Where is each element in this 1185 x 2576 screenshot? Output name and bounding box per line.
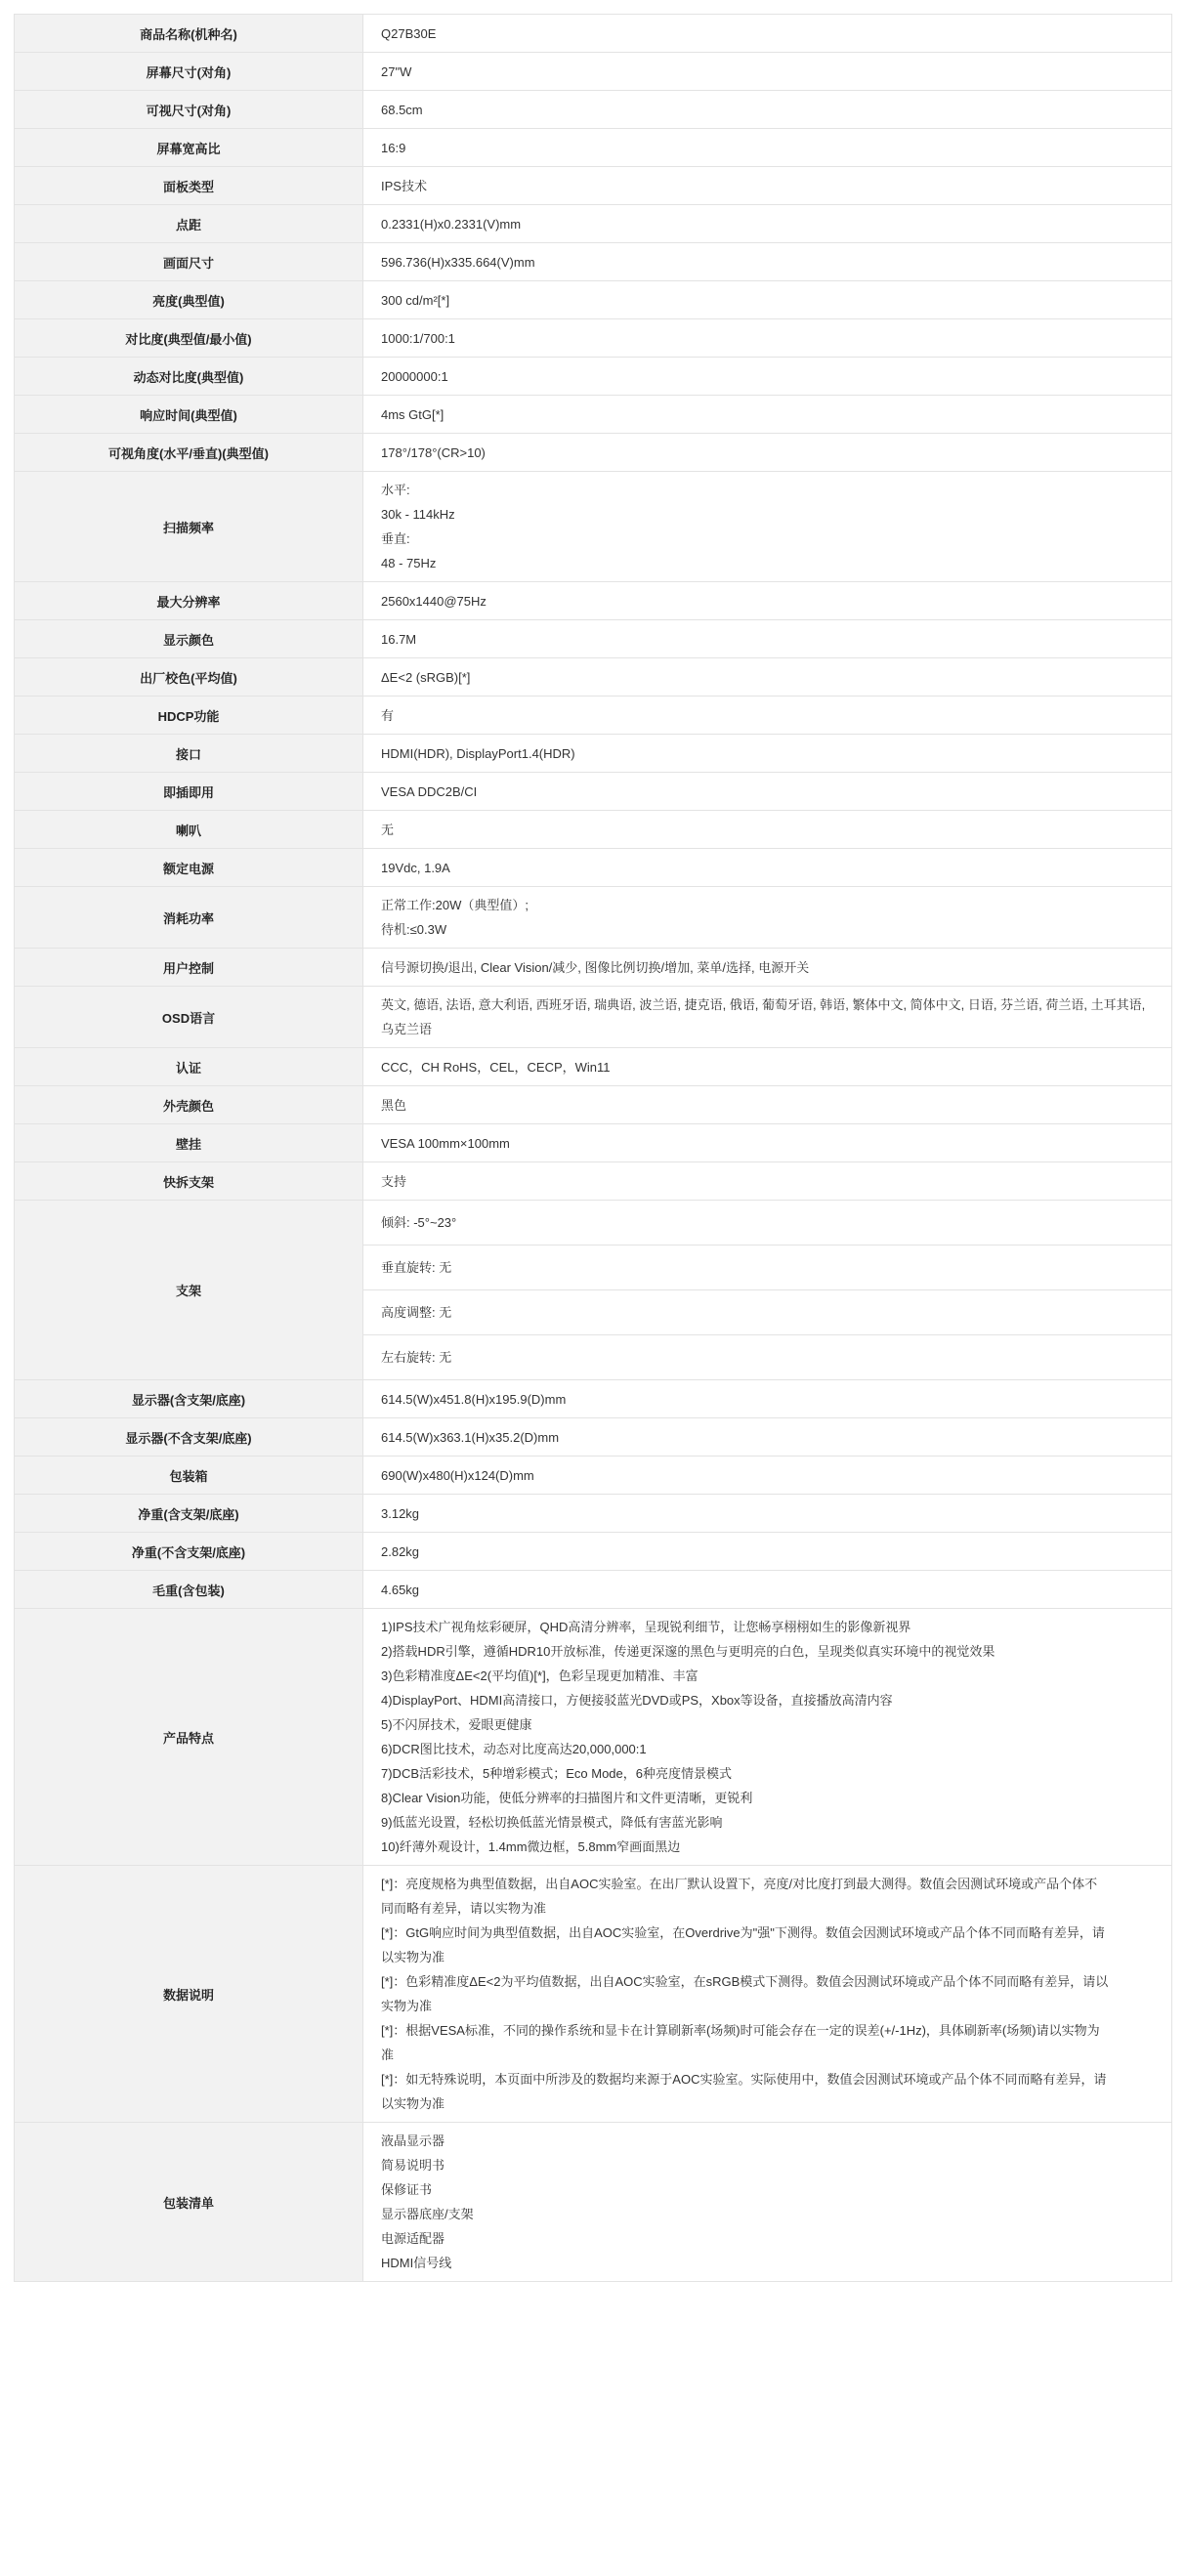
spec-value-line: IPS技术 — [381, 178, 427, 193]
spec-label: 屏幕宽高比 — [15, 129, 363, 167]
spec-row — [15, 987, 1172, 1048]
spec-value-line: 信号源切换/退出, Clear Vision/减少, 图像比例切换/增加, 菜单/选择, 电源开关 — [381, 959, 810, 975]
spec-row — [15, 1418, 1172, 1457]
spec-value-line: HDMI信号线 — [381, 2256, 452, 2270]
spec-value — [363, 281, 1172, 319]
spec-value-line: 待机:≤0.3W — [381, 922, 447, 937]
spec-value-line: 20000000:1 — [381, 368, 448, 384]
spec-sub-value-line: 左右旋转: 无 — [381, 1350, 452, 1365]
spec-label: 最大分辨率 — [15, 582, 363, 620]
spec-value-line: 3)色彩精准度ΔE<2(平均值)[*]，色彩呈现更加精准、丰富 — [381, 1668, 698, 1683]
spec-label: 即插即用 — [15, 773, 363, 811]
spec-row — [15, 2123, 1172, 2282]
spec-value — [363, 949, 1172, 987]
spec-label: OSD语言 — [15, 987, 363, 1048]
spec-value — [363, 1086, 1172, 1124]
spec-value — [363, 243, 1172, 281]
spec-row — [15, 735, 1172, 773]
spec-row — [15, 582, 1172, 620]
spec-value — [363, 1609, 1172, 1866]
spec-row — [15, 697, 1172, 735]
spec-value-line: 10)纤薄外观设计，1.4mm微边框，5.8mm窄画面黑边 — [381, 1839, 681, 1854]
spec-value-line: 4.65kg — [381, 1582, 420, 1597]
spec-label: 可视尺寸(对角) — [15, 91, 363, 129]
spec-label: 屏幕尺寸(对角) — [15, 53, 363, 91]
spec-value — [363, 1380, 1172, 1418]
spec-row — [15, 167, 1172, 205]
spec-value-line: 16:9 — [381, 140, 406, 155]
spec-value-line: 7)DCB活彩技术，5种增彩模式；Eco Mode，6种亮度情景模式 — [381, 1766, 732, 1781]
spec-label: 认证 — [15, 1048, 363, 1086]
spec-value-line: VESA 100mm×100mm — [381, 1135, 510, 1151]
spec-value-line: 5)不闪屏技术，爱眼更健康 — [381, 1717, 532, 1732]
spec-value-line: 614.5(W)x363.1(H)x35.2(D)mm — [381, 1429, 560, 1445]
spec-value — [363, 987, 1172, 1048]
spec-row — [15, 53, 1172, 91]
spec-label: 快拆支架 — [15, 1162, 363, 1201]
spec-value-line: 4)DisplayPort、HDMI高清接口，方便接驳蓝光DVD或PS，Xbox等设备，直接播放高清内容 — [381, 1693, 893, 1708]
spec-row — [15, 1086, 1172, 1124]
spec-value — [363, 434, 1172, 472]
spec-value-line: 300 cd/m²[*] — [381, 292, 450, 308]
spec-label: 数据说明 — [15, 1866, 363, 2123]
spec-label: 包装箱 — [15, 1457, 363, 1495]
spec-row — [15, 949, 1172, 987]
spec-value-line: 1000:1/700:1 — [381, 330, 455, 346]
spec-value — [363, 396, 1172, 434]
spec-value-line: CCC，CH RoHS，CEL，CECP，Win11 — [381, 1059, 611, 1075]
spec-label: 产品特点 — [15, 1609, 363, 1866]
spec-row — [15, 1571, 1172, 1609]
spec-value-line: 保修证书 — [381, 2182, 433, 2197]
spec-label: 可视角度(水平/垂直)(典型值) — [15, 434, 363, 472]
spec-value-line: 68.5cm — [381, 102, 423, 117]
spec-value-line: [*]：亮度规格为典型值数据，出自AOC实验室。在出厂默认设置下，亮度/对比度打到最大测得。数值会因测试环境或产品个体不 — [381, 1877, 1098, 1891]
spec-value-line: 9)低蓝光设置，轻松切换低蓝光情景模式，降低有害蓝光影响 — [381, 1815, 723, 1830]
spec-label: 包装清单 — [15, 2123, 363, 2282]
spec-label: 接口 — [15, 735, 363, 773]
spec-sub-value-line: 倾斜: -5°~23° — [363, 1201, 1171, 1246]
spec-row — [15, 1124, 1172, 1162]
spec-label: 消耗功率 — [15, 887, 363, 949]
spec-value-line: 0.2331(H)x0.2331(V)mm — [381, 216, 522, 232]
spec-value — [363, 1201, 1172, 1380]
spec-value — [363, 811, 1172, 849]
spec-label: 画面尺寸 — [15, 243, 363, 281]
spec-value-line: [*]：根据VESA标准，不同的操作系统和显卡在计算刷新率(场频)时可能会存在一定的误差(+/-1Hz)，具体刷新率(场频)请以实物为 — [381, 2023, 1100, 2038]
spec-value — [363, 472, 1172, 582]
spec-value-line: [*]：GtG响应时间为典型值数据，出自AOC实验室，在Overdrive为"强"下测得。数值会因测试环境或产品个体不同而略有差异，请 — [381, 1925, 1105, 1940]
spec-value-line: 30k - 114kHz — [381, 507, 455, 522]
spec-value — [363, 53, 1172, 91]
spec-value-line: 以实物为准 — [381, 2096, 445, 2111]
spec-value-line: 支持 — [381, 1173, 407, 1189]
spec-label: 显示器(不含支架/底座) — [15, 1418, 363, 1457]
spec-value-line: 3.12kg — [381, 1505, 420, 1521]
spec-table — [14, 14, 1172, 2282]
spec-label: 显示颜色 — [15, 620, 363, 658]
spec-row — [15, 91, 1172, 129]
spec-row — [15, 434, 1172, 472]
spec-label: HDCP功能 — [15, 697, 363, 735]
spec-label: 扫描频率 — [15, 472, 363, 582]
spec-value — [363, 319, 1172, 358]
spec-value-line: 水平: — [381, 483, 410, 497]
spec-label: 喇叭 — [15, 811, 363, 849]
spec-value — [363, 735, 1172, 773]
spec-value-line: HDMI(HDR), DisplayPort1.4(HDR) — [381, 745, 575, 761]
spec-value-line: VESA DDC2B/CI — [381, 783, 478, 799]
spec-label: 外壳颜色 — [15, 1086, 363, 1124]
spec-label: 毛重(含包装) — [15, 1571, 363, 1609]
spec-row — [15, 1048, 1172, 1086]
spec-value-line: 1)IPS技术广视角炫彩硬屏，QHD高清分辨率，呈现锐利细节，让您畅享栩栩如生的影像新视界 — [381, 1620, 911, 1634]
spec-value — [363, 1418, 1172, 1457]
spec-value — [363, 129, 1172, 167]
spec-label: 动态对比度(典型值) — [15, 358, 363, 396]
spec-label: 额定电源 — [15, 849, 363, 887]
spec-value-line: ΔE<2 (sRGB)[*] — [381, 669, 471, 685]
spec-value-line: [*]：色彩精准度ΔE<2为平均值数据，出自AOC实验室，在sRGB模式下测得。数值会因测试环境或产品个体不同而略有差异，请以 — [381, 1974, 1109, 1989]
spec-label: 商品名称(机种名) — [15, 15, 363, 53]
spec-value-line: 垂直: — [381, 531, 410, 546]
spec-row — [15, 658, 1172, 697]
spec-table-body — [15, 15, 1172, 2282]
spec-value — [363, 91, 1172, 129]
spec-row — [15, 1866, 1172, 2123]
spec-row — [15, 811, 1172, 849]
spec-value — [363, 15, 1172, 53]
spec-label: 用户控制 — [15, 949, 363, 987]
spec-row — [15, 620, 1172, 658]
spec-label: 壁挂 — [15, 1124, 363, 1162]
spec-value-line: 2.82kg — [381, 1543, 420, 1559]
spec-value-line: 8)Clear Vision功能，使低分辨率的扫描图片和文件更清晰，更锐利 — [381, 1791, 753, 1805]
spec-row — [15, 1457, 1172, 1495]
spec-value — [363, 205, 1172, 243]
spec-value — [363, 887, 1172, 949]
spec-value — [363, 1866, 1172, 2123]
spec-value-line: 614.5(W)x451.8(H)x195.9(D)mm — [381, 1391, 567, 1407]
spec-value-line: [*]：如无特殊说明，本页面中所涉及的数据均来源于AOC实验室。实际使用中，数值会因测试环境或产品个体不同而略有差异，请 — [381, 2072, 1107, 2087]
spec-value-line: 19Vdc, 1.9A — [381, 860, 450, 875]
spec-label: 亮度(典型值) — [15, 281, 363, 319]
spec-label: 点距 — [15, 205, 363, 243]
spec-label: 显示器(含支架/底座) — [15, 1380, 363, 1418]
spec-value — [363, 1124, 1172, 1162]
spec-value-line: 简易说明书 — [381, 2158, 445, 2173]
spec-row — [15, 773, 1172, 811]
spec-row — [15, 1609, 1172, 1866]
spec-value — [363, 849, 1172, 887]
spec-row — [15, 15, 1172, 53]
spec-label: 支架 — [15, 1201, 363, 1380]
spec-value-line: 48 - 75Hz — [381, 556, 437, 570]
spec-value-line: 同而略有差异，请以实物为准 — [381, 1901, 547, 1916]
spec-value-line: 液晶显示器 — [381, 2133, 445, 2148]
spec-value-line: 4ms GtG[*] — [381, 406, 444, 422]
spec-value — [363, 167, 1172, 205]
spec-value-line: 27"W — [381, 63, 412, 79]
spec-label: 响应时间(典型值) — [15, 396, 363, 434]
spec-sub-value-line: 垂直旋转: 无 — [363, 1246, 1171, 1290]
spec-value — [363, 1457, 1172, 1495]
spec-row — [15, 849, 1172, 887]
spec-row — [15, 243, 1172, 281]
spec-label: 净重(不含支架/底座) — [15, 1533, 363, 1571]
spec-value — [363, 582, 1172, 620]
spec-value — [363, 1533, 1172, 1571]
spec-value-line: Q27B30E — [381, 25, 437, 41]
spec-label: 出厂校色(平均值) — [15, 658, 363, 697]
spec-value-line: 电源适配器 — [381, 2231, 445, 2246]
spec-value-line: 有 — [381, 707, 395, 723]
spec-value-line: 16.7M — [381, 631, 417, 647]
spec-value-line: 准 — [381, 2048, 395, 2062]
spec-value-line: 6)DCR图比技术，动态对比度高达20,000,000:1 — [381, 1742, 647, 1756]
spec-value-line: 596.736(H)x335.664(V)mm — [381, 254, 535, 270]
spec-row — [15, 1162, 1172, 1201]
spec-label: 面板类型 — [15, 167, 363, 205]
spec-value — [363, 1048, 1172, 1086]
spec-value-line: 英文, 德语, 法语, 意大利语, 西班牙语, 瑞典语, 波兰语, 捷克语, 俄语, 葡萄牙语, 韩语, 繁体中文, 简体中文, 日语, 芬兰语, 荷兰语, 土耳其语, 乌克兰语 — [381, 997, 1146, 1036]
spec-value-line: 无 — [381, 822, 395, 837]
spec-row — [15, 319, 1172, 358]
spec-row — [15, 1380, 1172, 1418]
spec-label: 对比度(典型值/最小值) — [15, 319, 363, 358]
spec-row — [15, 396, 1172, 434]
spec-value — [363, 697, 1172, 735]
spec-row — [15, 281, 1172, 319]
spec-value-line: 实物为准 — [381, 1999, 433, 2013]
spec-row — [15, 472, 1172, 582]
spec-sub-value-line: 高度调整: 无 — [363, 1290, 1171, 1335]
spec-value-line: 正常工作:20W（典型值）; — [381, 898, 529, 912]
spec-value-line: 显示器底座/支架 — [381, 2207, 474, 2221]
spec-value — [363, 658, 1172, 697]
spec-value — [363, 620, 1172, 658]
spec-value — [363, 773, 1172, 811]
spec-row — [15, 1201, 1172, 1380]
spec-row — [15, 205, 1172, 243]
spec-value-line: 690(W)x480(H)x124(D)mm — [381, 1467, 534, 1483]
spec-value-line: 黑色 — [381, 1097, 407, 1113]
spec-value-line: 178°/178°(CR>10) — [381, 444, 486, 460]
spec-row — [15, 129, 1172, 167]
spec-value — [363, 1571, 1172, 1609]
spec-value-line: 以实物为准 — [381, 1950, 445, 1964]
spec-label: 净重(含支架/底座) — [15, 1495, 363, 1533]
spec-value — [363, 358, 1172, 396]
spec-row — [15, 358, 1172, 396]
spec-value-line: 2560x1440@75Hz — [381, 593, 487, 609]
spec-value — [363, 1495, 1172, 1533]
spec-value-line: 2)搭载HDR引擎，遵循HDR10开放标准，传递更深邃的黑色与更明亮的白色，呈现类似真实环境中的视觉效果 — [381, 1644, 995, 1659]
spec-row — [15, 1533, 1172, 1571]
spec-value — [363, 1162, 1172, 1201]
spec-row — [15, 887, 1172, 949]
spec-value — [363, 2123, 1172, 2282]
spec-row — [15, 1495, 1172, 1533]
